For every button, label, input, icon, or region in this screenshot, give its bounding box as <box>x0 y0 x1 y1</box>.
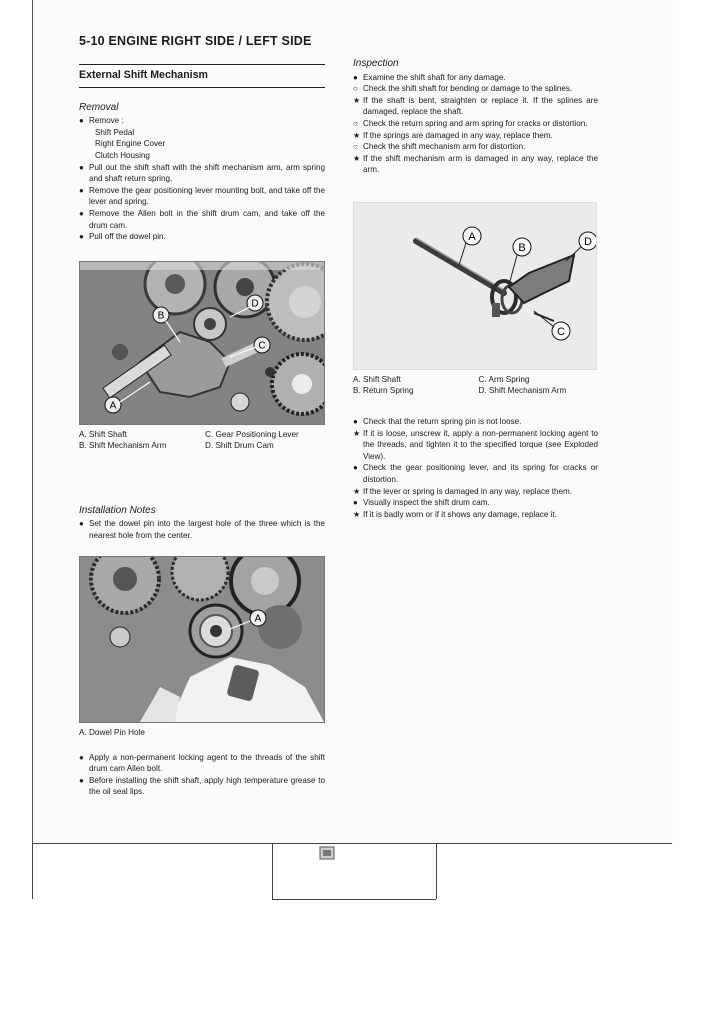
callout-d: D <box>584 235 592 248</box>
callout-a: A <box>109 400 117 412</box>
subitem: Shift Pedal <box>95 127 135 137</box>
caption: A. Shift Shaft <box>353 374 401 384</box>
list-item: ● Set the dowel pin into the largest hole of the three which is the nearest hole from the center. <box>79 519 325 540</box>
list-item: ★ If the shaft is bent, straighten or replace it. If the splines are damaged, replace the shaft. <box>353 95 598 117</box>
installation-list <box>79 518 325 541</box>
subitem: Right Engine Cover <box>95 139 166 149</box>
section-rule-bottom <box>79 87 325 88</box>
list-item: ● Before installing the shift shaft, apply high temperature grease to the oil seal lips. <box>79 775 325 797</box>
right-column <box>353 58 598 520</box>
scan-divider-inner <box>272 899 436 900</box>
list-item: ● Remove the Allen bolt in the shift drum cam, and take off the drum cam. <box>79 208 325 230</box>
fig2-captions <box>79 727 325 738</box>
fig1-captions <box>79 429 325 451</box>
caption: B. Shift Mechanism Arm <box>79 440 167 450</box>
callout-a: A <box>254 613 262 624</box>
list-item: ★ If it is loose, unscrew it, apply a non-permanent locking agent to the threads, and tighten it to the specified torque (see Exploded View). <box>353 428 598 461</box>
callout-d: D <box>251 298 259 310</box>
caption: C. Arm Spring <box>478 374 530 384</box>
removal-subitems <box>79 127 325 162</box>
inspection-list <box>353 72 598 176</box>
installation-heading: Installation Notes <box>79 504 156 516</box>
list-item: ● Remove the gear positioning lever mounting bolt, and take off the lever and spring. <box>79 185 325 207</box>
list-item: ● Remove : <box>79 116 124 126</box>
list-item: ● Check the gear positioning lever, and its spring for cracks or distortion. <box>353 463 598 484</box>
caption: D. Shift Drum Cam <box>205 440 274 450</box>
list-item: ● Pull off the dowel pin. <box>79 232 166 242</box>
inspection-list-more <box>353 416 598 520</box>
engine-photo-2 <box>79 556 325 723</box>
installation-list-more <box>79 752 325 798</box>
list-item: ★ If the springs are damaged in any way, replace them. <box>353 130 553 140</box>
callout-c: C <box>557 325 565 338</box>
list-item: ● Check that the return spring pin is not loose. <box>353 416 522 426</box>
list-item: ● Pull out the shift shaft with the shift mechanism arm, arm spring and shaft return spring. <box>79 162 325 184</box>
engine-photo-1 <box>79 261 325 425</box>
section-title: External Shift Mechanism <box>79 69 208 81</box>
caption: B. Return Spring <box>353 385 414 395</box>
subitem: Clutch Housing <box>95 150 150 160</box>
list-item: ★ If the lever or spring is damaged in any way, replace them. <box>353 486 573 496</box>
left-column <box>79 60 325 798</box>
removal-list <box>79 115 325 243</box>
caption: D. Shift Mechanism Arm <box>478 385 567 395</box>
list-item: ● Examine the shift shaft for any damage. <box>353 72 506 82</box>
fig3-captions <box>353 374 598 396</box>
list-item: ○ Check the shift mechanism arm for distortion. <box>353 142 526 152</box>
callout-a: A <box>468 230 476 243</box>
caption: A. Shift Shaft <box>79 429 127 439</box>
callout-c: C <box>258 340 266 352</box>
list-item: ○ Check the shift shaft for bending or damage to the splines. <box>353 84 573 94</box>
caption: A. Dowel Pin Hole <box>79 727 145 737</box>
list-item: ★ If it is badly worn or if it shows any damage, replace it. <box>353 509 557 519</box>
list-item: ○ Check the return spring and arm spring for cracks or distortion. <box>353 118 588 128</box>
scan-frame-mid-right <box>436 843 437 899</box>
caption: C. Gear Positioning Lever <box>205 429 299 439</box>
list-item: ● Apply a non-permanent locking agent to the threads of the shift drum cam Allen bolt. <box>79 752 325 774</box>
list-item: ● Visually inspect the shift drum cam. <box>353 498 490 508</box>
list-item: ★ If the shift mechanism arm is damaged in any way, replace the arm. <box>353 153 598 175</box>
scan-frame-mid-left <box>272 843 273 899</box>
scan-divider <box>32 843 672 844</box>
shift-shaft-photo <box>353 202 597 370</box>
page-header: 5-10 ENGINE RIGHT SIDE / LEFT SIDE <box>79 34 312 48</box>
inspection-heading: Inspection <box>353 58 399 69</box>
scan-frame-left <box>32 843 33 899</box>
film-tab-icon <box>318 846 338 860</box>
callout-b: B <box>157 310 165 322</box>
removal-heading: Removal <box>79 101 119 113</box>
callout-b: B <box>518 241 526 254</box>
